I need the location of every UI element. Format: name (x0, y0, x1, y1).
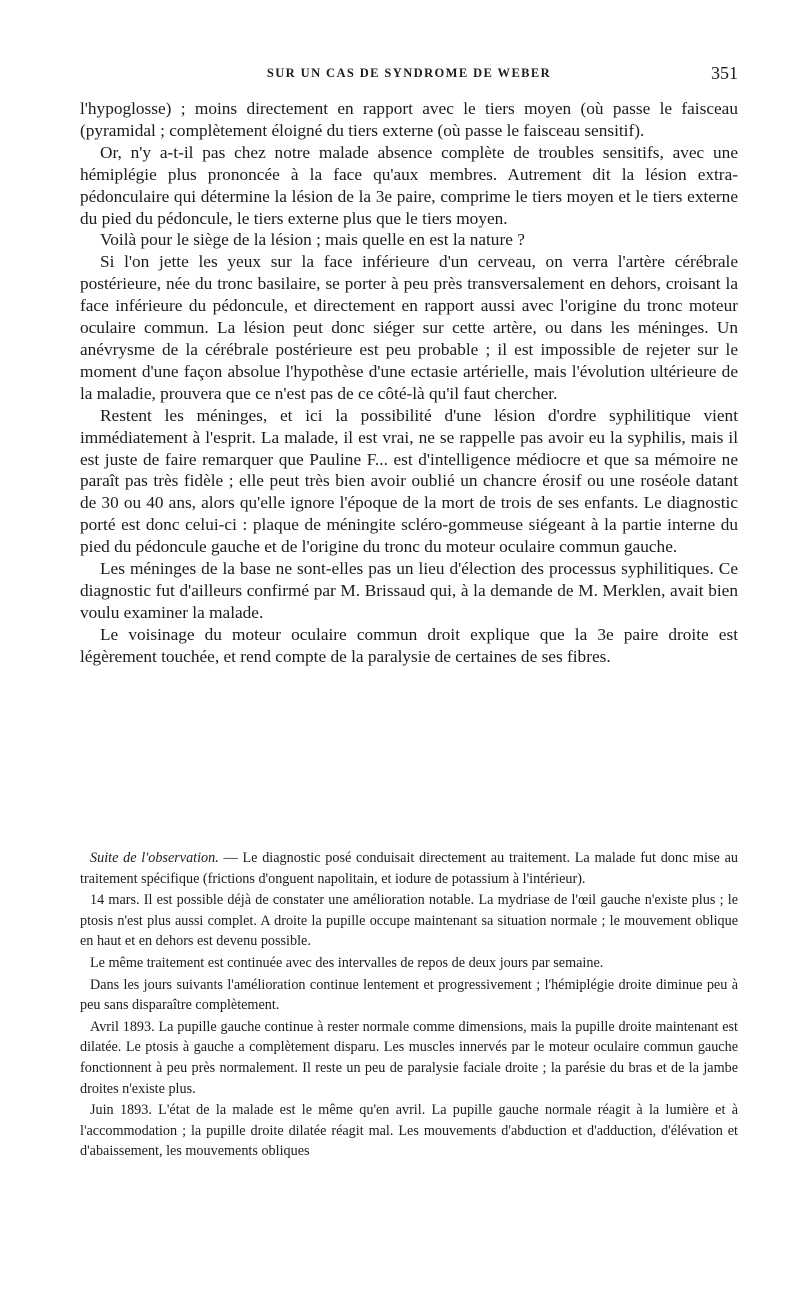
paragraph: l'hypoglosse) ; moins directement en rapport avec le tiers moyen (où passe le faisceau (pyramidal ; complètement éloigné du tiers externe (où passe le faisceau sensitif). (80, 99, 738, 140)
note-paragraph: Le même traitement est continuée avec des intervalles de repos de deux jours par semaine. (90, 954, 604, 971)
main-text (80, 98, 738, 668)
paragraph: Le voisinage du moteur oculaire commun droit explique que la 3e paire droite est légèrement touchée, et rend compte de la paralysie de certaines de ses fibres. (80, 624, 738, 666)
paragraph: Or, n'y a-t-il pas chez notre malade absence complète de troubles sensitifs, avec une hémiplégie plus prononcée à la face qu'aux membres. Autrement dit la lésion extra-pédonculaire qui détermine la lésion de la 3e paire, comprime le tiers moyen et le tiers externe du pied du pédoncule, le tiers externe plus que le tiers moyen. (80, 142, 738, 228)
note-paragraph: 14 mars. Il est possible déjà de constater une amélioration notable. La mydriase de l'œil gauche n'existe plus ; le ptosis n'est plus aussi complet. A droite la pupille occupe maintenant sa situation normale ; le mouvement oblique en haut et en dehors est devenu possible. (80, 892, 738, 950)
page-header (80, 63, 738, 90)
note-paragraph: Juin 1893. L'état de la malade est le même qu'en avril. La pupille gauche normale réagit à la lumière et à l'accommodation ; la pupille droite dilatée réagit mal. Les mouvements d'abduction et d'adduction, d'élévation et d'abaissement, les mouvements obliques (80, 1102, 738, 1160)
running-title: SUR UN CAS DE SYNDROME DE WEBER (266, 66, 552, 80)
paragraph: Voilà pour le siège de la lésion ; mais quelle en est la nature ? (100, 230, 525, 250)
note-lead: Suite de l'observation. (90, 850, 219, 866)
note-paragraph: Dans les jours suivants l'amélioration continue lentement et progressivement ; l'hémiplégie droite diminue peu à peu sans disparaître complètement. (80, 976, 738, 1014)
page-number: 351 (711, 63, 738, 83)
observation-notes (80, 848, 738, 1163)
note-paragraph (80, 848, 738, 889)
paragraph: Les méninges de la base ne sont-elles pas un lieu d'élection des processus syphilitiques. Ce diagnostic fut d'ailleurs confirmé par M. Brissaud qui, à la demande de M. Merklen, avait bien voulu examiner la malade. (80, 559, 738, 622)
paragraph: Restent les méninges, et ici la possibilité d'une lésion d'ordre syphilitique vient immédiatement à l'esprit. La malade, il est vrai, ne se rappelle pas avoir eu la syphilis, mais il est juste de faire remarquer que Pauline F... est d'intelligence médiocre et que sa mémoire ne paraît pas très fidèle ; elle peut très bien avoir oublié un chancre érosif ou une roséole datant de 30 ou 40 ans, alors qu'elle ignore l'époque de la mort de trois de ses enfants. Le diagnostic porté est donc celui-ci : plaque de méningite scléro-gommeuse siégeant à la partie interne du pied du pédoncule gauche et de l'origine du tronc du moteur oculaire commun gauche. (80, 405, 738, 557)
note-paragraph: Avril 1893. La pupille gauche continue à rester normale comme dimensions, mais la pupille droite maintenant est dilatée. Le ptosis à gauche a complètement disparu. Les muscles innervés par le moteur oculaire commun gauche fonctionnent à peu près normalement. Il reste un peu de paralysie faciale droite ; la parésie du bras et de la jambe droites n'existe plus. (80, 1018, 738, 1097)
note-text: — Le diagnostic posé conduisait directement au traitement. La malade fut donc mise au traitement spécifique (frictions d'onguent napolitain, et iodure de potassium à l'intérieur). (80, 850, 738, 887)
paragraph: Si l'on jette les yeux sur la face inférieure d'un cerveau, on verra l'artère cérébrale postérieure, née du tronc basilaire, se porter à peu près transversalement en dehors, croisant la face inférieure du pédoncule, et directement en rapport aussi avec l'origine du tronc moteur oculaire commun. La lésion peut donc siéger sur cette artère, ou dans les méninges. Un anévrysme de la cérébrale postérieure est peu probable ; il est impossible de rejeter sur le moment d'une façon absolue l'hypothèse d'une ectasie artérielle, mais l'évolution ultérieure de la maladie, prouvera que ce n'est pas de ce côté-là qu'il faut chercher. (80, 252, 738, 403)
